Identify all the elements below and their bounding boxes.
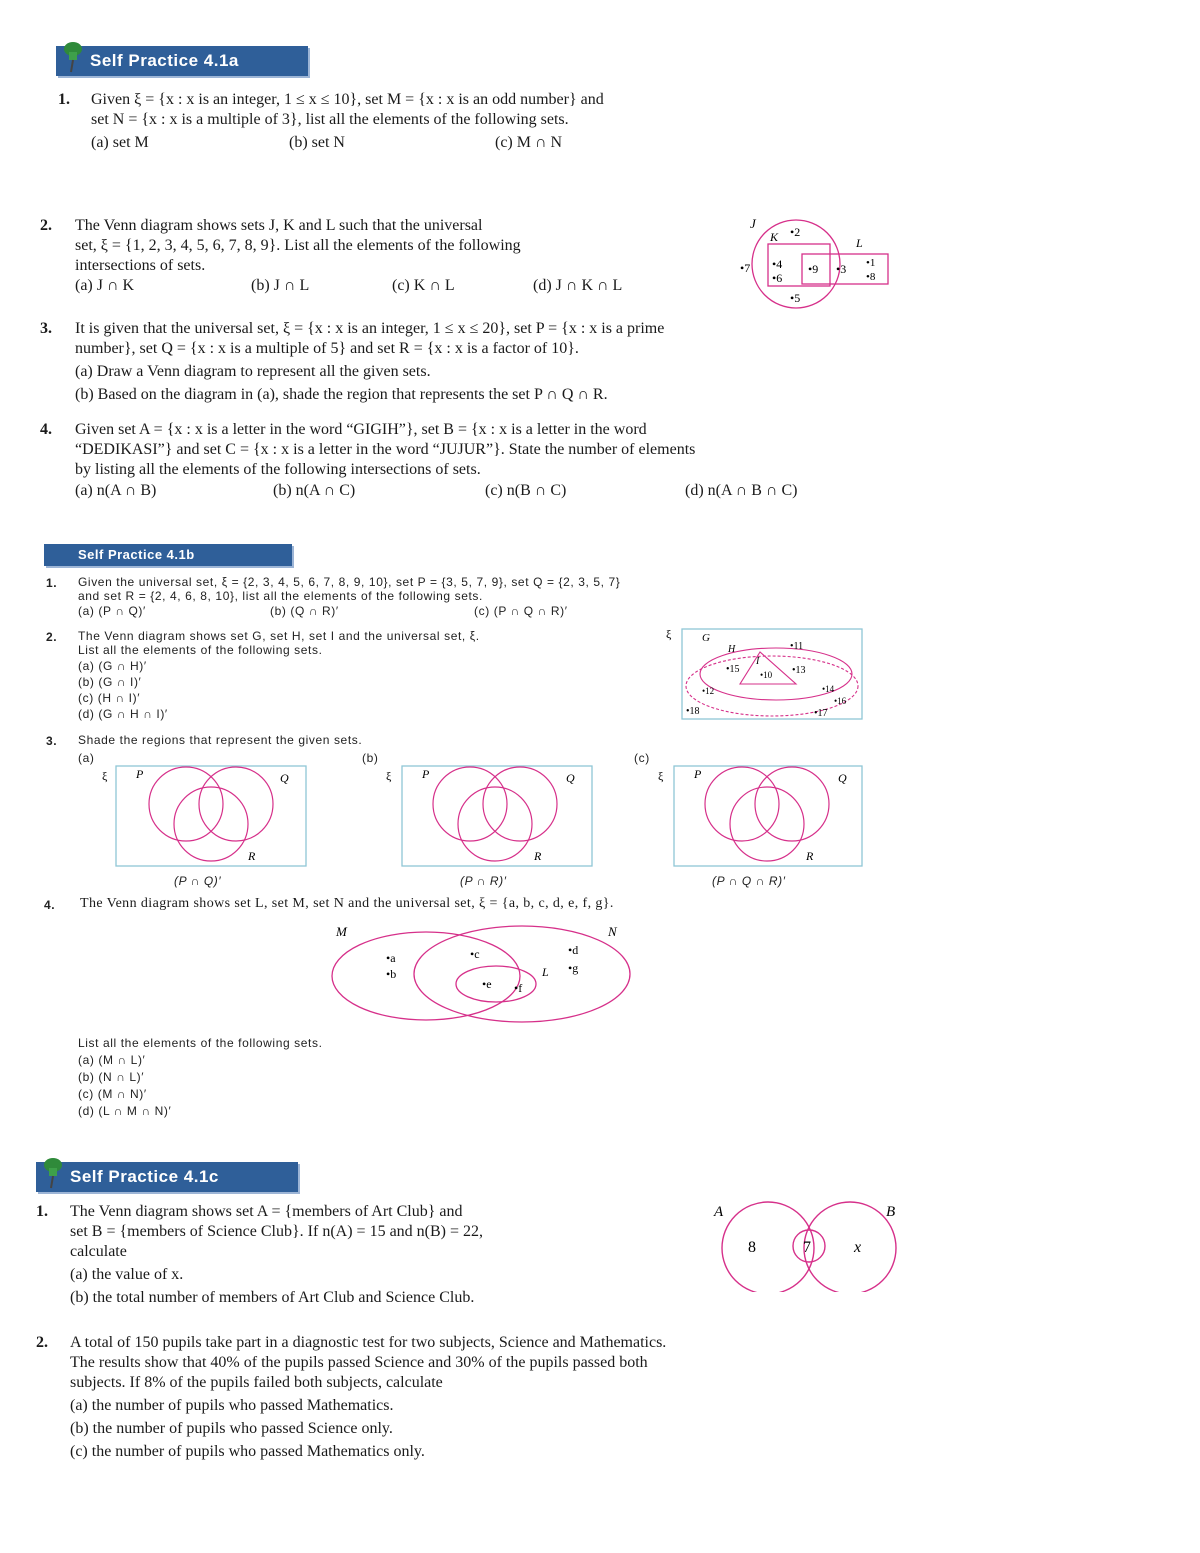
question-number: 4. [40,421,52,438]
option-a: (a) Draw a Venn diagram to represent all the given sets. [75,363,431,380]
set-r-circle [730,787,804,861]
question-number: 2. [36,1334,48,1351]
caption-a: (P ∩ Q)′ [174,874,222,888]
element: •18 [686,706,700,717]
venn-diagram-ab [706,1200,906,1292]
text-line: “DEDIKASI”} and set C = {x : x is a letter in the word “JUJUR”}. State the number of elements [75,441,696,458]
option-c: (c) n(B ∩ C) [485,482,567,499]
label-n: N [608,924,617,939]
text-line: set, ξ = {1, 2, 3, 4, 5, 6, 7, 8, 9}. List all the elements of the following [75,237,521,254]
set-r-circle [458,787,532,861]
option-a: (a) (G ∩ H)′ [78,659,147,673]
label-xi: ξ [658,769,664,783]
text-line: intersections of sets. [75,257,206,274]
element: •4 [772,257,783,271]
question-text: The Venn diagram shows set L, set M, set N and the universal set, ξ = {a, b, c, d, e, f, g}. [80,896,614,911]
option-a: (a) (P ∩ Q)′ [78,604,146,618]
label-b: B [886,1204,896,1220]
question-number: 1. [36,1203,48,1220]
option-c: (c) (H ∩ I)′ [78,691,141,705]
venn-diagram-ghi [664,626,866,722]
label-g: G [702,632,710,644]
text-line: The results show that 40% of the pupils passed Science and 30% of the pupils passed both [70,1354,648,1371]
label-xi: ξ [102,769,108,783]
element: •b [386,967,397,981]
element: •3 [836,262,847,276]
venn-diagram-pqr-b [384,762,594,870]
option-b: (b) n(A ∩ C) [273,482,356,499]
option-c: (c) [634,751,650,765]
question-text [70,1202,690,1308]
element: •2 [790,225,801,239]
value-a-and-b: 7 [803,1239,811,1256]
element: •16 [834,696,847,706]
question-number: 1. [58,91,70,108]
text-line: calculate [70,1243,127,1260]
option-d: (d) (G ∩ H ∩ I)′ [78,707,168,721]
text-line: Given the universal set, ξ = {2, 3, 4, 5, 6, 7, 8, 9, 10}, set P = {3, 5, 7, 9}, set Q = {2, 3, 5, 7} [78,575,621,589]
label-m: M [336,924,347,939]
element: •15 [726,664,740,675]
option-a: (a) the value of x. [70,1266,184,1283]
venn-diagram-pqr-a [100,762,310,870]
option-d: (d) J ∩ K ∩ L [533,277,623,294]
question-text [75,216,685,276]
option-a: (a) set M [91,134,149,151]
element: •11 [790,641,804,652]
text-line: The Venn diagram shows sets J, K and L such that the universal [75,217,483,234]
text-line: set B = {members of Science Club}. If n(A) = 15 and n(B) = 22, [70,1223,484,1240]
question-text [75,420,905,480]
option-a: (a) (M ∩ L)′ [78,1053,146,1067]
label-j: J [750,216,756,231]
text-line: Given ξ = {x : x is an integer, 1 ≤ x ≤ 10}, set M = {x : x is an odd number} and [91,91,604,108]
question-text [78,575,878,603]
text-line: Given set A = {x : x is a letter in the word “GIGIH”}, set B = {x : x is a letter in the word [75,421,647,438]
element: •6 [772,271,783,285]
section-title: Self Practice 4.1c [70,1167,219,1186]
venn-diagram-jkl [728,214,898,314]
option-a: (a) [78,751,95,765]
set-q-circle [483,767,557,841]
set-p-circle [705,767,779,841]
element: •17 [814,708,828,719]
value-a-only: 8 [748,1239,756,1256]
label-q: Q [280,771,289,785]
set-q-circle [199,767,273,841]
section-header-4-1a [56,46,308,76]
question-text: Shade the regions that represent the given sets. [78,733,363,747]
element: •c [470,947,480,961]
section-header-4-1c [36,1162,298,1192]
option-c: (c) M ∩ N [495,134,563,151]
question-number: 1. [46,576,58,590]
label-p: P [136,767,144,781]
element: •7 [740,261,751,275]
set-l-ellipse [456,966,536,1002]
text-line: by listing all the elements of the following intersections of sets. [75,461,481,478]
option-a: (a) the number of pupils who passed Mathematics. [70,1397,394,1414]
text-line: A total of 150 pupils take part in a diagnostic test for two subjects, Science and Mathematics. [70,1334,667,1351]
venn-diagram-pqr-c [656,762,866,870]
set-p-circle [149,767,223,841]
text-line: subjects. If 8% of the pupils failed both subjects, calculate [70,1374,443,1391]
label-p: P [694,767,702,781]
element: •12 [702,686,715,696]
set-a-circle [722,1202,814,1292]
question-number: 2. [40,217,52,234]
label-r: R [534,849,542,863]
option-b: (b) (N ∩ L)′ [78,1070,145,1084]
element: •9 [808,262,819,276]
label-r: R [248,849,256,863]
option-b: (b) (Q ∩ R)′ [270,604,339,618]
element: •8 [866,271,876,283]
label-l: L [856,236,863,250]
set-r-circle [174,787,248,861]
option-c: (c) (M ∩ N)′ [78,1087,147,1101]
label-h: H [728,644,736,655]
question-number: 3. [40,320,52,337]
option-b: (b) J ∩ L [251,277,310,294]
option-b: (b) the number of pupils who passed Science only. [70,1420,393,1437]
text-line: and set R = {2, 4, 6, 8, 10}, list all the elements of the following sets. [78,589,483,603]
element: •5 [790,291,801,305]
element: •f [514,981,523,995]
option-a: (a) n(A ∩ B) [75,482,157,499]
option-c: (c) (P ∩ Q ∩ R)′ [474,604,568,618]
option-b: (b) set N [289,134,345,151]
element: •1 [866,257,876,269]
text-line: The Venn diagram shows set A = {members of Art Club} and [70,1203,463,1220]
option-a: (a) J ∩ K [75,277,135,294]
question-text [70,1333,910,1462]
question-text [78,629,658,721]
venn-diagram-lmn [326,920,636,1032]
universal-set-frame [402,766,592,866]
text-line: number}, set Q = {x : x is a multiple of 5} and set R = {x : x is a factor of 10}. [75,340,579,357]
text-line: The Venn diagram shows set G, set H, set I and the universal set, ξ. [78,629,480,643]
question-number: 3. [46,734,58,748]
set-b-circle [804,1202,896,1292]
text-line: List all the elements of the following sets. [78,1036,323,1050]
option-d: (d) n(A ∩ B ∩ C) [685,482,798,499]
text-line: set N = {x : x is a multiple of 3}, list all the elements of the following sets. [91,111,569,128]
element: •d [568,943,579,957]
label-l: L [542,965,549,979]
text-line: List all the elements of the following sets. [78,643,323,657]
pushpin-icon [40,1156,66,1190]
option-d: (d) (L ∩ M ∩ N)′ [78,1104,172,1118]
section-title: Self Practice 4.1b [78,547,195,562]
section-header-4-1b [44,544,292,566]
label-xi: ξ [386,769,392,783]
option-b: (b) the total number of members of Art Club and Science Club. [70,1289,475,1306]
label-k: K [770,230,779,244]
option-b: (b) [362,751,379,765]
option-b: (b) (G ∩ I)′ [78,675,142,689]
element: •10 [760,670,773,680]
value-b-only: x [854,1239,862,1256]
question-number: 2. [46,630,58,644]
option-b: (b) Based on the diagram in (a), shade the region that represents the set P ∩ Q ∩ R. [75,386,608,403]
question-text [75,319,905,405]
set-m-ellipse [332,932,523,1020]
universal-set-frame [116,766,306,866]
label-q: Q [566,771,575,785]
option-c: (c) the number of pupils who passed Mathematics only. [70,1443,425,1460]
set-p-circle [433,767,507,841]
caption-c: (P ∩ Q ∩ R)′ [712,874,786,888]
label-a: A [714,1204,724,1220]
set-q-circle [755,767,829,841]
element: •13 [792,665,806,676]
element: •a [386,951,396,965]
label-q: Q [838,771,847,785]
label-r: R [806,849,814,863]
label-p: P [422,767,430,781]
question-number: 4. [44,898,56,912]
universal-set-frame [674,766,862,866]
section-title: Self Practice 4.1a [90,51,239,70]
question-text [91,90,891,130]
element: •g [568,961,579,975]
element: •14 [822,684,835,694]
question-text [78,1036,578,1118]
text-line: It is given that the universal set, ξ = {x : x is an integer, 1 ≤ x ≤ 20}, set P = {x : x is a prime [75,320,665,337]
caption-b: (P ∩ R)′ [460,874,507,888]
pushpin-icon [60,40,86,74]
label-xi: ξ [666,627,672,641]
label-i: I [756,656,760,667]
set-n-ellipse [414,926,630,1022]
option-c: (c) K ∩ L [392,277,455,294]
element: •e [482,977,492,991]
